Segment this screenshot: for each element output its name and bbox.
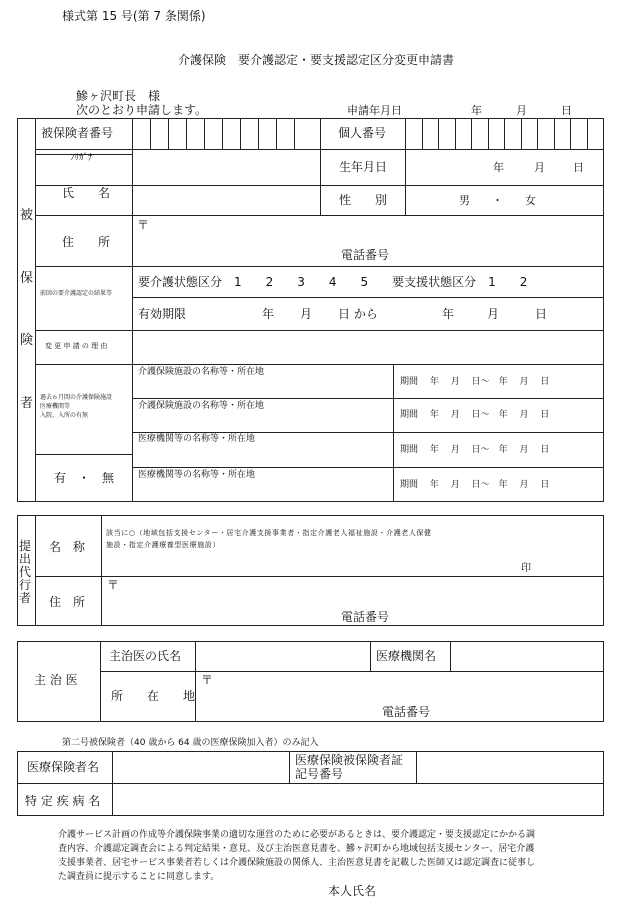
institution-label: 医療機関名	[376, 649, 437, 663]
institution-field[interactable]	[451, 642, 603, 670]
doctor-address-field[interactable]	[214, 673, 600, 701]
furigana-field[interactable]	[133, 150, 319, 184]
form-title: 介護保険 要介護認定・要支援認定区分変更申請書	[178, 53, 455, 67]
sex-label: 性 別	[339, 193, 388, 207]
change-reason-field[interactable]	[133, 331, 603, 363]
insurer-name-field[interactable]	[113, 752, 288, 782]
insured-number-label: 被保険者番号	[41, 126, 114, 140]
application-date-label: 申請年月日	[347, 104, 402, 117]
insured-side-label-4: 者	[20, 396, 34, 411]
doctor-phone-label: 電話番号	[382, 705, 431, 719]
insured-side-label-3: 険	[20, 333, 34, 348]
specific-disease-field[interactable]	[113, 784, 603, 815]
agent-applicable-text-1[interactable]: 該当に○（地域包括支援センター・居宅介護支援事業者・指定介護老人福祉施設・介護老人保健	[106, 529, 432, 537]
doctor-name-field[interactable]	[196, 642, 369, 670]
facility-history-label-1: 過去６月間の介護保険施設	[40, 394, 113, 401]
facility-row-3-period[interactable]: 期間 年 月 日～ 年 月 日	[400, 445, 550, 455]
application-day[interactable]: 日	[561, 104, 572, 117]
agent-postal-mark: 〒	[107, 578, 120, 592]
care-level-options[interactable]: 要介護状態区分 1 2 3 4 5 要支援状態区分 1 2	[138, 275, 528, 289]
doctor-name-label: 主治医の氏名	[109, 649, 182, 663]
phone-label: 電話番号	[341, 248, 390, 262]
cert-number-field[interactable]	[417, 752, 603, 782]
consent-line-3: 支援事業者、居宅サービス事業者若しくは介護保険施設の関係人、主治医意見書を記載した医師又は認定調査に従事し	[58, 858, 536, 868]
facility-row-3-label: 医療機関等の名称等・所在地	[138, 434, 256, 444]
facility-row-1-period[interactable]: 期間 年 月 日～ 年 月 日	[400, 377, 550, 387]
consent-line-2: 査内容、介護認定調査会による判定結果・意見、及び主治医意見書を、鰺ヶ沢町から地域包括支援センター、居宅介護	[58, 844, 535, 854]
agent-seal: 印	[521, 563, 531, 574]
facility-history-label-2: 医療機関等	[40, 403, 71, 410]
facility-history-label-3: 入院、入所の有無	[40, 412, 89, 419]
birth-date-label: 生年月日	[339, 160, 388, 174]
agent-side-label: 提出代行者	[19, 539, 32, 605]
birth-year[interactable]: 年	[493, 161, 504, 174]
postal-mark: 〒	[137, 218, 150, 232]
insured-number-field[interactable]	[133, 119, 319, 148]
address-label: 住 所	[62, 235, 111, 249]
facility-row-2-period[interactable]: 期間 年 月 日～ 年 月 日	[400, 410, 550, 420]
doctor-location-label: 所 在 地	[111, 689, 196, 703]
valid-year-2[interactable]: 年	[442, 307, 455, 321]
name-field[interactable]	[133, 186, 319, 214]
facility-row-4-label: 医療機関等の名称等・所在地	[138, 470, 256, 480]
facility-row-2-label: 介護保険施設の名称等・所在地	[138, 401, 265, 411]
personal-number-label: 個人番号	[338, 126, 387, 140]
address-field[interactable]	[150, 218, 600, 246]
agent-phone-label: 電話番号	[341, 610, 390, 624]
agent-name-label: 名 称	[49, 540, 86, 554]
furigana-label: ﾌﾘｶﾞﾅ	[70, 153, 93, 163]
insurer-name-label: 医療保険者名	[27, 760, 100, 774]
insured-side-label-2: 保	[20, 271, 34, 286]
valid-month-2[interactable]: 月	[487, 307, 500, 321]
intro-text: 次のとおり申請します。	[76, 103, 208, 117]
valid-month[interactable]: 月	[300, 307, 313, 321]
consent-line-4: た調査員に提示することに同意します。	[58, 872, 220, 882]
yes-no-options[interactable]: 有 ・ 無	[54, 471, 115, 485]
cert-number-label-1: 医療保険被保険者証	[295, 753, 404, 767]
valid-year[interactable]: 年	[262, 307, 275, 321]
cert-number-label-2: 記号番号	[295, 767, 344, 781]
facility-row-4-period[interactable]: 期間 年 月 日～ 年 月 日	[400, 480, 550, 490]
application-month[interactable]: 月	[516, 104, 527, 117]
signature-field[interactable]	[390, 882, 590, 902]
doctor-label: 主 治 医	[34, 673, 78, 687]
birth-month[interactable]: 月	[534, 161, 545, 174]
specific-disease-label: 特 定 疾 病 名	[25, 794, 101, 808]
valid-period-label: 有効期限	[138, 307, 187, 321]
birth-day[interactable]: 日	[573, 161, 584, 174]
sex-options[interactable]: 男 ・ 女	[459, 194, 536, 207]
facility-row-1-label: 介護保険施設の名称等・所在地	[138, 367, 265, 377]
agent-applicable-text-2[interactable]: 施設・指定介護療養型医療施設）	[106, 541, 220, 549]
application-year[interactable]: 年	[471, 104, 482, 117]
valid-from[interactable]: 日 から	[338, 307, 378, 321]
previous-result-label: 前回の要介護認定の結果等	[40, 290, 113, 297]
name-label: 氏 名	[62, 186, 111, 200]
addressee: 鰺ヶ沢町長 様	[76, 89, 161, 103]
signature-label: 本人氏名	[328, 884, 377, 898]
insured-side-label-1: 被	[20, 208, 34, 223]
form-number: 様式第 15 号(第 7 条関係)	[62, 9, 206, 23]
agent-address-label: 住 所	[49, 595, 86, 609]
personal-number-field[interactable]	[406, 119, 603, 148]
change-reason-label: 変 更 申 請 の 理 由	[45, 342, 108, 350]
valid-day-2[interactable]: 日	[535, 307, 548, 321]
consent-line-1: 介護サービス計画の作成等介護保険事業の適切な運営のために必要があるときは、要介護認定・要支援認定にかかる調	[58, 830, 536, 840]
agent-address-field[interactable]	[120, 578, 600, 604]
doctor-postal-mark: 〒	[201, 673, 214, 687]
secondary-note: 第二号被保険者（40 歳から 64 歳の医療保険加入者）のみ記入	[62, 738, 319, 748]
